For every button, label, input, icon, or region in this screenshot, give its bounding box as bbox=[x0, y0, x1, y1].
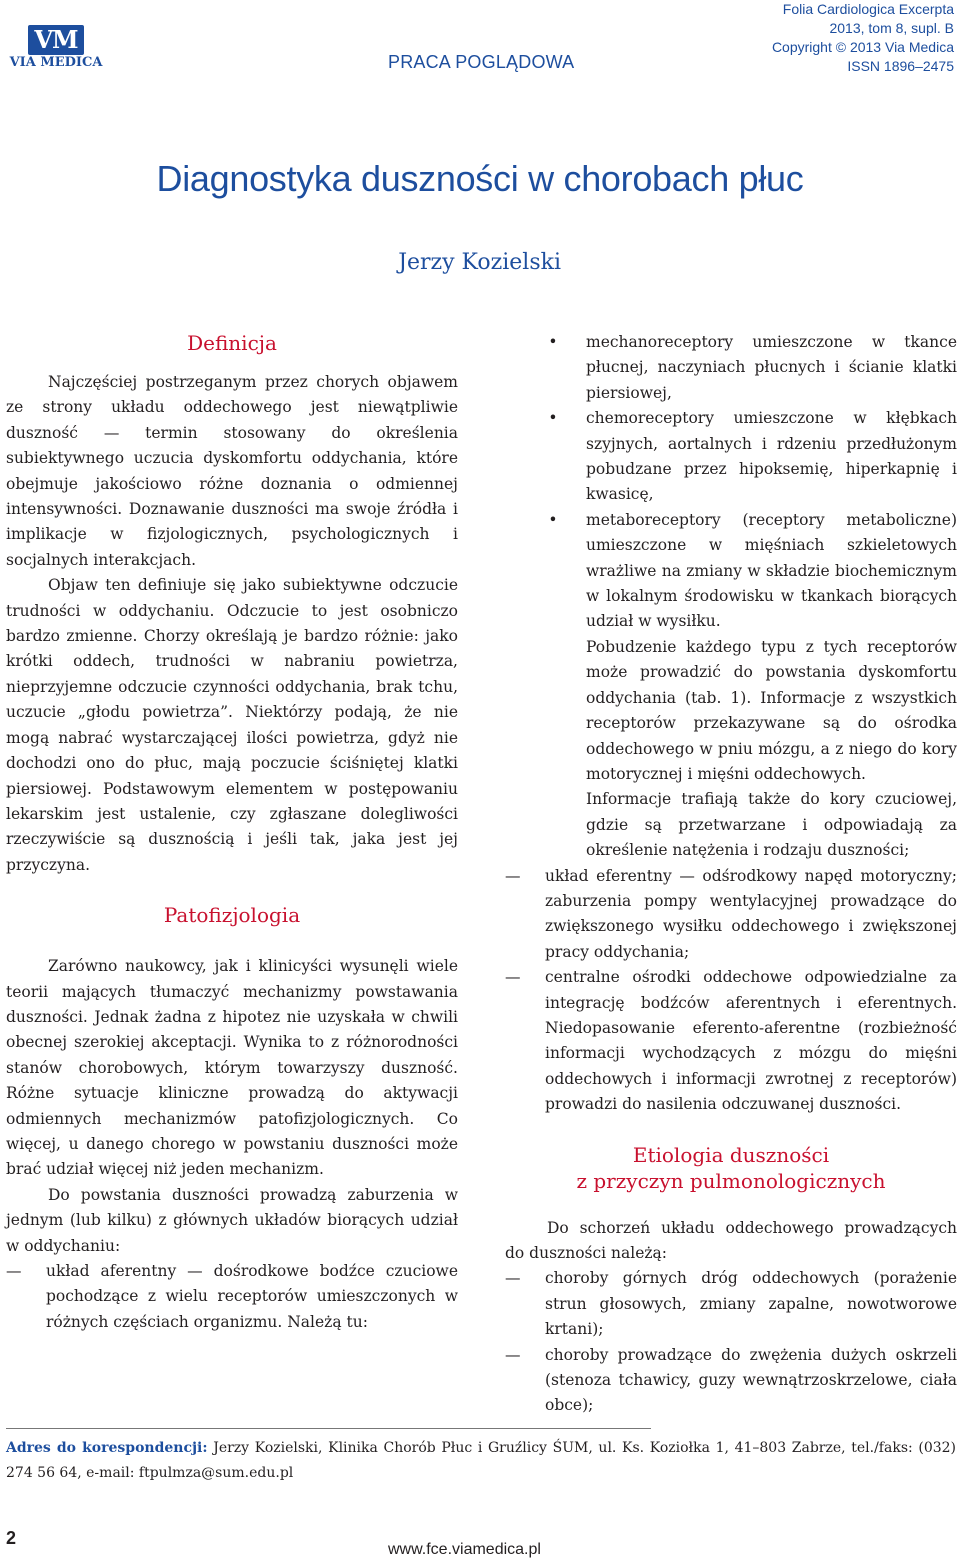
left-column bbox=[6, 330, 458, 1335]
issn: ISSN 1896–2475 bbox=[847, 58, 954, 74]
heading-line: Etiologia duszności bbox=[632, 1142, 830, 1167]
list-item bbox=[6, 1259, 458, 1335]
website-url[interactable]: www.fce.viamedica.pl bbox=[388, 1541, 541, 1558]
paragraph: Najczęściej postrzeganym przez chorych objawem ze strony układu oddechowego jest niewątpliwie duszność — termin stosowany do określenia subiektywnego uczucia dyskomfortu oddychania, które obejmuje jakościowo różne doznania o odmiennej intensywności. Doznawanie duszności ma swoje źródła i implikacje w fizjologicznych, psychologicznych i socjalnych interakcjach. bbox=[6, 373, 458, 569]
dash-marker: — bbox=[6, 1262, 22, 1280]
correspondence-text: Jerzy Kozielski, Klinika Chorób Płuc i Gruźlicy ŚUM, ul. Ks. Koziołka 1, 41–803 Zabrze, tel./faks: (032) 274 56 64, e-mail: ftpulmza@sum.edu.pl bbox=[6, 1440, 957, 1481]
section-heading-patofizjologia: Patofizjologia bbox=[163, 903, 301, 928]
logo-mark: VM bbox=[28, 25, 84, 55]
journal-volume: 2013, tom 8, supl. B bbox=[829, 20, 954, 36]
bullet-marker: • bbox=[548, 333, 558, 351]
list-item bbox=[505, 965, 957, 1117]
section-heading-etiologia bbox=[505, 1142, 957, 1194]
list-item-text: układ eferentny — odśrodkowy napęd motoryczny; zaburzenia pompy wentylacyjnej prowadzące do zwiększonego wysiłku oddechowego i zwiększonej pracy oddychania; bbox=[545, 866, 957, 961]
paragraph: Objaw ten definiuje się jako subiektywne odczucie trudności w oddychaniu. Odczucie to jest osobniczo bardzo zmienne. Chorzy określają je bardzo różnie: jako krótki oddech, trudności w nabraniu powietrza, nieprzyjemne odczucie czynności oddychania, brak tchu, uczucie „głodu powietrza”. Niektórzy podają, że nie mogą nabrać wystarczającej ilości powietrza, gdyż nie dochodzi ono do płuc, mają poczucie ściśniętej klatki piersiowej. Podstawowym elementem w postępowaniu lekarskim jest ustalenie, czy zgłaszane dolegliwości rzeczywiście są dusznością i jeśli tak, jaka jest jej przyczyna. bbox=[6, 576, 458, 874]
receptor-list bbox=[505, 330, 957, 635]
list-item bbox=[505, 1266, 957, 1342]
copyright: Copyright © 2013 Via Medica bbox=[771, 39, 954, 55]
etiology-list bbox=[505, 1266, 957, 1418]
heading-line: z przyczyn pulmonologicznych bbox=[576, 1168, 886, 1193]
bullet-marker: • bbox=[548, 510, 558, 529]
correspondence-label: Adres do korespondencji: bbox=[6, 1440, 208, 1456]
list-item-text: metaboreceptory (receptory metaboliczne) umieszczone w mięśniach szkieletowych wrażliwe na zmiany w składzie biochemicznym w lokalnym środowisku w tkankach biorących udział w wysiłku. bbox=[586, 510, 957, 631]
list-item bbox=[505, 330, 957, 406]
dash-marker: — bbox=[505, 866, 521, 885]
list-item bbox=[505, 508, 957, 635]
list-item-text: mechanoreceptory umieszczone w tkance płucnej, naczyniach płucnych i ścianie klatki piersiowej, bbox=[586, 333, 957, 402]
list-item bbox=[505, 406, 957, 508]
list-item-text: choroby górnych dróg oddechowych (porażenie strun głosowych, zmiany zapalne, nowotworowe krtani); bbox=[545, 1269, 957, 1339]
journal-meta bbox=[772, 0, 954, 76]
section-heading-definicja: Definicja bbox=[187, 331, 277, 355]
journal-name: Folia Cardiologica Excerpta bbox=[782, 1, 954, 17]
paragraph: Pobudzenie każdego typu z tych receptorów może prowadzić do powstania dyskomfortu oddychania (tab. 1). Informacje z wszystkich receptorów przekazywane są do ośrodka oddechowego w pniu mózgu, a z niego do kory motorycznej i mięśni oddechowych. bbox=[586, 637, 957, 783]
list-item-text: centralne ośrodki oddechowe odpowiedzialne za integrację bodźców aferentnych i eferentnych. Niedopasowanie eferento-aferentne (rozbieżność informacji wychodzących z mózgu do mięśni oddechowych i informacji zwrotnej z receptorów) prowadzi do nasilenia odczuwanej duszności. bbox=[545, 968, 957, 1114]
bullet-marker: • bbox=[548, 409, 558, 428]
paragraph: Do schorzeń układu oddechowego prowadzących do duszności należą: bbox=[505, 1218, 957, 1262]
receptor-notes bbox=[505, 635, 957, 864]
right-column bbox=[505, 330, 957, 1419]
article-title: Diagnostyka duszności w chorobach płuc bbox=[156, 158, 804, 199]
correspondence-address bbox=[6, 1436, 956, 1486]
paragraph: Do powstania duszności prowadzą zaburzenia w jednym (lub kilku) z głównych układów biorących udział w oddychaniu: bbox=[6, 1185, 458, 1255]
list-item-text: choroby prowadzące do zwężenia dużych oskrzeli (stenoza tchawicy, guzy wewnątrzoskrzelowe, ciała obce); bbox=[545, 1345, 957, 1415]
paragraph: Informacje trafiają także do kory czuciowej, gdzie są przetwarzane i odpowiadają za określenie natężenia i rodzaju duszności; bbox=[586, 790, 957, 860]
list-item-text: układ aferentny — dośrodkowe bodźce czuciowe pochodzące z wielu receptorów umieszczonych w różnych częściach organizmu. Należą tu: bbox=[46, 1262, 458, 1331]
publisher-logo bbox=[6, 25, 106, 71]
dash-marker: — bbox=[505, 968, 521, 987]
dash-marker: — bbox=[505, 1269, 521, 1288]
list-item-text: chemoreceptory umieszczone w kłębkach szyjnych, aortalnych i rdzeniu przedłużonym pobudzane przez hipoksemię, hiperkapnię i kwasicę, bbox=[586, 409, 957, 504]
list-item bbox=[505, 1343, 957, 1419]
article-author: Jerzy Kozielski bbox=[398, 250, 561, 275]
article-type: PRACA POGLĄDOWA bbox=[388, 52, 575, 72]
logo-name: VIA MEDICA bbox=[9, 55, 103, 70]
paragraph: Zarówno naukowcy, jak i klinicyści wysunęli wiele teorii mających tłumaczyć mechanizmy powstawania duszności. Jednak żadna z hipotez nie uzyskała w chwili obecnej szerokiej akceptacji. Wynika to z różnorodności stanów chorobowych, którym towarzyszy duszność. Różne sytuacje kliniczne prowadzą do aktywacji odmiennych mechanizmów patofizjologicznych. Co więcej, u danego chorego w powstaniu duszności może brać udział więcej niż jeden mechanizm. bbox=[6, 957, 458, 1179]
page-number: 2 bbox=[6, 1528, 17, 1548]
system-list-continued bbox=[505, 864, 957, 1118]
dash-marker: — bbox=[505, 1345, 521, 1364]
footnote-divider bbox=[6, 1428, 651, 1429]
system-list bbox=[6, 1259, 458, 1335]
list-item bbox=[505, 864, 957, 966]
